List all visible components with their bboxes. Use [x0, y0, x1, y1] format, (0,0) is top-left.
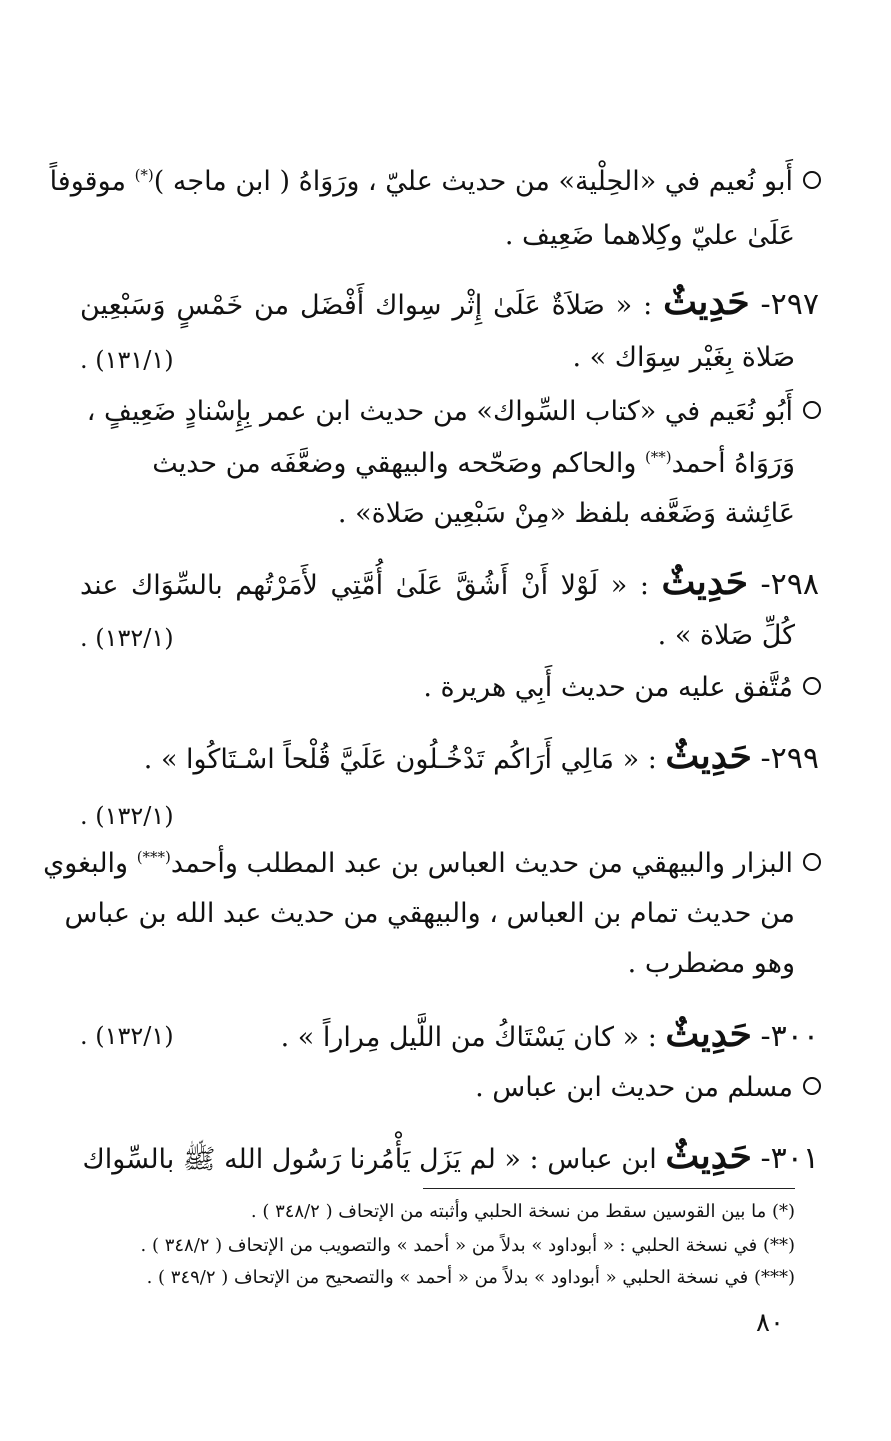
- bullet-circle-icon: [803, 171, 821, 189]
- hadith-299-reference: (١٣٢/١) .: [80, 802, 174, 830]
- bullet-circle-icon: [803, 677, 821, 695]
- footnote-1: (*) ما بين القوسين سقط من نسخة الحلبي وأثبته من الإتحاف ( ٣٤٨/٢ ) .: [250, 1201, 795, 1222]
- hadith-298-line-1: ٢٩٨- حَدِيثٌ : « لَوْلا أَنْ أَشُقَّ عَلَىٰ أُمَّتِي لأَمَرْتُهم بالسِّوَاك عند: [80, 561, 819, 603]
- hadith-299-line-1: ٢٩٩- حَدِيثٌ : « مَالِي أَرَاكُم تَدْخُـلُون عَلَيَّ قُلْحاً اسْـتَاكُوا » .: [143, 735, 819, 777]
- footnote-2: (**) في نسخة الحلبي : « أبوداود » بدلاً من « أحمد » والتصويب من الإتحاف ( ٣٤٨/٢ ) .: [140, 1235, 795, 1256]
- footnote-divider: [423, 1188, 795, 1189]
- hadith-297-source-line-3: عَائِشة وَضَعَّفه بلفظ «مِنْ سَبْعِين صَلاة» .: [337, 498, 795, 529]
- intro-line-2: عَلَىٰ عليّ وكِلاهما ضَعِيف .: [504, 220, 795, 251]
- hadith-298-line-2: كُلِّ صَلاة » .: [657, 620, 795, 651]
- hadith-297-source-line-1: أَبُو نُعَيم في «كتاب السِّواك» من حديث ابن عمر بِإِسْنادٍ ضَعِيفٍ ،: [80, 392, 821, 432]
- hadith-298-source-line-1: مُتَّفق عليه من حديث أَبِي هريرة .: [80, 668, 821, 708]
- hadith-297-line-1: ٢٩٧- حَدِيثٌ : « صَلاَةٌ عَلَىٰ إِثْر سِواك أَفْضَل من خَمْسٍ وَسَبْعِين: [80, 281, 819, 323]
- hadith-297-line-2: صَلاة بِغَيْر سِوَاك » .: [572, 342, 795, 373]
- intro-line-1: أَبو نُعيم في «الحِلْية» من حديث عليّ ، ورَوَاهُ ( ابن ماجه )(*) موقوفاً: [80, 162, 821, 202]
- hadith-300-source-line-1: مسلم من حديث ابن عباس .: [80, 1068, 821, 1108]
- page-number: ٨٠: [756, 1308, 784, 1338]
- hadith-299-source-line-2: من حديث تمام بن العباس ، والبيهقي من حديث عبد الله بن عباس: [64, 898, 795, 929]
- hadith-297-reference: (١٣١/١) .: [80, 346, 174, 374]
- hadith-299-source-line-1: البزار والبيهقي من حديث العباس بن عبد المطلب وأحمد(***) والبغوي: [80, 844, 821, 884]
- hadith-300-line-1: ٣٠٠- حَدِيثٌ : « كان يَسْتَاكُ من اللَّيل مِراراً » .: [280, 1013, 819, 1055]
- hadith-298-reference: (١٣٢/١) .: [80, 624, 174, 652]
- hadith-297-source-line-2: وَرَوَاهُ أحمد(**) والحاكم وصَحّحه والبيهقي وضعَّفَه من حديث: [152, 448, 795, 479]
- hadith-300-reference: (١٣٢/١) .: [80, 1022, 174, 1050]
- bullet-circle-icon: [803, 853, 821, 871]
- hadith-301-line-1: ٣٠١- حَدِيثٌ ابن عباس : « لم يَزَل يَأْمُرنا رَسُول الله ﷺ بالسِّواك: [82, 1135, 819, 1177]
- bullet-circle-icon: [803, 1077, 821, 1095]
- hadith-299-source-line-3: وهو مضطرب .: [627, 948, 795, 979]
- footnote-3: (***) في نسخة الحلبي « أبوداود » بدلاً من « أحمد » والتصحيح من الإتحاف ( ٣٤٩/٢ ) .: [146, 1267, 795, 1288]
- bullet-circle-icon: [803, 401, 821, 419]
